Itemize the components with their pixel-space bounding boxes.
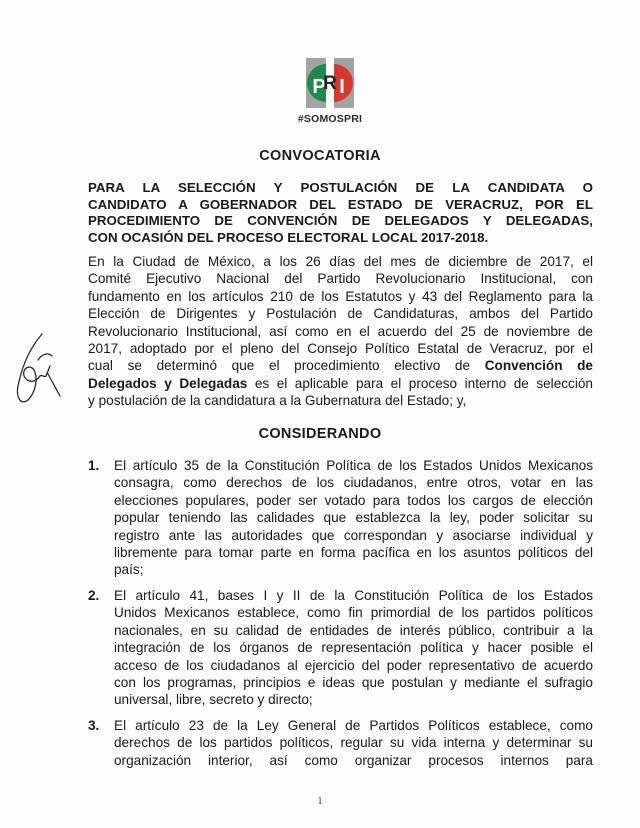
item-text — [114, 587, 593, 709]
item-line: elecciones populares, poder ser votado para todos los cargos de elección — [114, 492, 593, 508]
item-text — [114, 717, 593, 769]
item-line: El artículo 23 de la Ley General de Partidos Políticos establece, como — [114, 718, 593, 733]
intro-line: Comité Ejecutivo Nacional del Partido Revolucionario Institucional, con — [88, 271, 593, 287]
intro-bold-text: Convención de — [484, 358, 593, 374]
item-line: popular teniendo las calidades que establezca la ley, poder solicitar su — [114, 510, 593, 526]
heading-line: PROCEDIMIENTO DE CONVENCIÓN DE DELEGADOS Y DELEGADAS, — [88, 213, 593, 229]
item-number: 1. — [88, 458, 100, 473]
item-line: país; — [114, 562, 144, 578]
svg-text:P: P — [312, 76, 326, 98]
item-line: integración de los órganos de representación política y hacer posible el — [114, 640, 593, 656]
intro-text: cual se determinó que el procedimiento electivo de — [88, 358, 471, 374]
hashtag: #SOMOSPRI — [297, 113, 363, 125]
item-line: registro ante las autoridades que correspondan y asociarse individual y — [114, 527, 593, 543]
item-number: 3. — [88, 718, 100, 733]
intro-paragraph — [88, 253, 593, 410]
item-line: universal, libre, secreto y directo; — [114, 692, 313, 708]
intro-line: y postulación de la candidatura a la Gubernatura del Estado; y, — [88, 393, 467, 409]
item-line: con los programas, principios e ideas que postulan y mediante el sufragio — [114, 674, 593, 690]
page-number: 1 — [317, 796, 323, 807]
item-line: organización interior, así como organizar procesos internos para — [114, 752, 593, 768]
item-number: 2. — [88, 588, 100, 603]
item-line: consagra, como derechos de los ciudadanos, entre otros, votar en las — [114, 475, 593, 491]
intro-line-7 — [88, 357, 593, 374]
intro-text: es el aplicable para el proceso interno de selección — [247, 375, 593, 391]
intro-line: Revolucionario Institucional, así como en el acuerdo del 25 de noviembre de — [88, 323, 593, 339]
item-line: Unidos Mexicanos establece, como fin primordial de los partidos políticos — [114, 605, 593, 621]
item-line: acceso de los ciudadanos al ejercicio del poder representativo de acuerdo — [114, 657, 593, 673]
pri-logo — [304, 56, 356, 110]
intro-line: fundamento en los artículos 210 de los Estatutos y 43 del Reglamento para la — [88, 288, 593, 304]
intro-line-8 — [88, 375, 593, 392]
heading-line: PARA LA SELECCIÓN Y POSTULACIÓN DE LA CANDIDATA O — [88, 180, 593, 195]
document-title: CONVOCATORIA — [259, 148, 381, 164]
heading-line: CON OCASIÓN DEL PROCESO ELECTORAL LOCAL 2017-2018. — [88, 229, 489, 245]
heading-line: CANDIDATO A GOBERNADOR DEL ESTADO DE VERACRUZ, POR EL — [88, 196, 593, 212]
intro-bold-text: Delegados y Delegadas — [88, 375, 248, 391]
section-title: CONSIDERANDO — [258, 426, 382, 442]
intro-line: En la Ciudad de México, a los 26 días del mes de diciembre de 2017, el — [88, 254, 593, 269]
item-line: derechos de los partidos políticos, regular su vida interna y determinar su — [114, 735, 593, 751]
intro-line: Elección de Dirigentes y Postulación de Candidaturas, ambos del Partido — [88, 306, 593, 322]
document-heading — [88, 180, 593, 246]
item-line: El artículo 41, bases I y II de la Constitución Política de los Estados — [114, 588, 593, 603]
svg-text:R: R — [323, 73, 337, 94]
item-line: nacionales, en su calidad de entidades de interés público, contribuir a la — [114, 622, 593, 638]
item-line: libremente para tomar parte en forma pacífica en los asuntos políticos del — [114, 544, 593, 560]
item-line: El artículo 35 de la Constitución Política de los Estados Unidos Mexicanos — [114, 458, 593, 473]
item-text — [114, 457, 593, 579]
intro-line: 2017, adoptado por el pleno del Consejo Político Estatal de Veracruz, por el — [88, 340, 593, 356]
svg-text:I: I — [339, 76, 345, 98]
handwritten-signature — [8, 330, 64, 412]
